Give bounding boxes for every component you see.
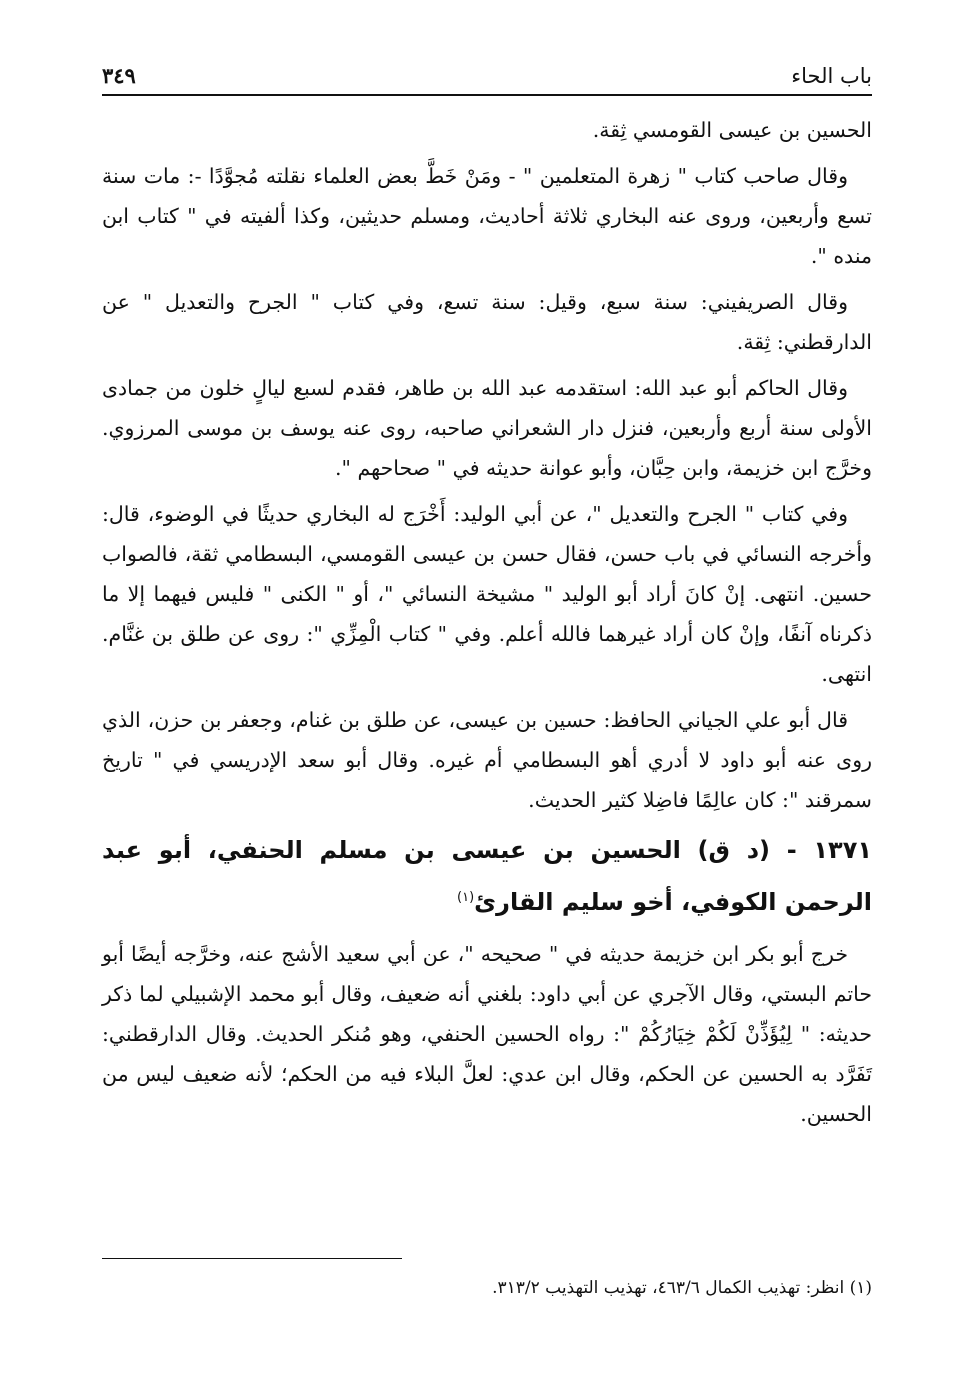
entry-heading <box>102 826 872 926</box>
paragraph: وقال صاحب كتاب " زهرة المتعلمين " - ومَنْ خَطَّ بعض العلماء نقلته مُجوَّدًا -: مات سنة تسع وأربعين، وروى عنه البخاري ثلاثة أحاديث، ومسلم حديثين، وكذا ألفيته في " كتاب ابن منده ". <box>102 164 872 268</box>
running-header <box>102 48 872 96</box>
entry-paragraph: خرج أبو بكر ابن خزيمة حديثه في " صحيحه "، عن أبي سعيد الأشج عنه، وخرَّجه أيضًا أبو حاتم البستي، وقال الآجري عن أبي داود: بلغني أنه ضعيف، وقال أبو محمد الإشبيلي لما ذكر حديثه: " لِيُؤَذِّنْ لَكُمْ خِيَارُكُمْ ": رواه الحسين الحنفي، وهو مُنكر الحديث. وقال الدارقطني: تَفَرَّد به الحسين عن الحكم، وقال ابن عدي: لعلَّ البلاء فيه من الحكم؛ لأنه ضعيف ليس من الحسين. <box>102 942 872 1126</box>
book-page <box>102 48 872 1298</box>
footnote-divider <box>102 1258 402 1259</box>
entry-heading-text: ١٣٧١ - (د ق) الحسين بن عيسى بن مسلم الحنفي، أبو عبد الرحمن الكوفي، أخو سليم القارئ <box>102 836 872 916</box>
paragraph: وقال الصريفيني: سنة سبع، وقيل: سنة تسع، وفي كتاب " الجرح والتعديل " عن الدارقطني: ثِقة. <box>102 290 872 354</box>
footnote-marker: (١) <box>457 890 475 905</box>
paragraph: وفي كتاب " الجرح والتعديل "، عن أبي الوليد: أَخْرَج له البخاري حديثًا في الوضوء، قال: وأخرجه النسائي في باب حسن، فقال حسن بن عيسى القومسي، البسطامي ثقة، فالصواب حسين. انتهى. إنْ كانَ أراد أبو الوليد " مشيخة النسائي "، أو " الكنى " فليس فيهما إلا ما ذكرناه آنفًا، وإنْ كان أراد غيرهما فالله أعلم. وفي " كتاب الْمِزِّي ": روى عن طلق بن غنَّام. انتهى. <box>102 502 872 686</box>
chapter-title: باب الحاء <box>791 64 872 88</box>
footnote: (١) انظر: تهذيب الكمال ٤٦٣/٦، تهذيب التهذيب ٣١٣/٢. <box>492 1278 872 1298</box>
paragraph: وقال الحاكم أبو عبد الله: استقدمه عبد الله بن طاهر، فقدم لسبع ليالٍ خلون من جمادى الأولى سنة أربع وأربعين، فنزل دار الشعراني صاحبه، روى عنه يوسف بن موسى المرزوي. وخرَّج ابن خزيمة، وابن حِبَّان، وأبو عوانة حديثه في " صحاحهم ". <box>102 376 872 480</box>
main-text <box>102 110 872 1134</box>
paragraph: قال أبو علي الجياني الحافظ: حسين بن عيسى، عن طلق بن غنام، وجعفر بن حزن، الذي روى عنه أبو داود لا أدري أهو البسطامي أم غيره. وقال أبو سعد الإدريسي في " تاريخ سمرقند ": كان عالِمًا فاضِلا كثير الحديث. <box>102 708 872 812</box>
paragraph: الحسين بن عيسى القومسي ثِقة. <box>592 118 872 142</box>
page-number: ٣٤٩ <box>102 63 136 88</box>
